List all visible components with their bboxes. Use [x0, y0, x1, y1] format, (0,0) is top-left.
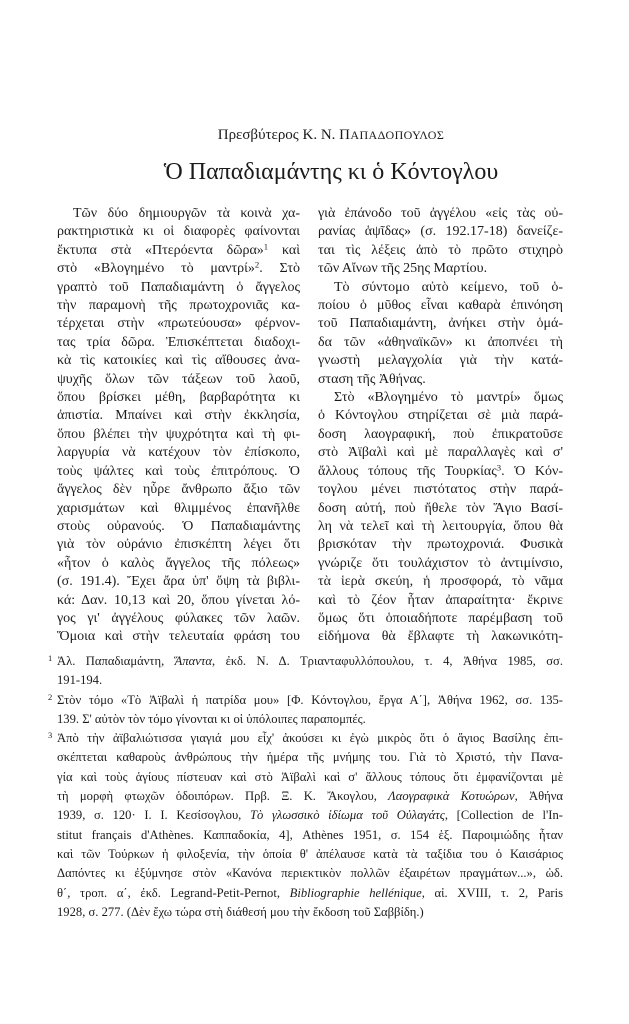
text-line: γνωστὴ μελαγχολία γιὰ τὴν κατά-: [318, 353, 563, 369]
author-line: [33, 126, 629, 144]
text-line: ὁ Κόντογλου στηρίζεται σὲ μιὰ παρά-: [318, 408, 563, 424]
text-line: κὰ τὶς κατοικίες καὶ τὶς αἴθουσες ἀνα-: [57, 353, 300, 369]
text-line: τὴν παραμονὴ τῆς πρωτοχρονιᾶς κα-: [57, 298, 300, 314]
footnote-line: stitut français d'Athènes. Καππαδοκία, 4], Athènes 1951, σ. 154 ἑξ. Παροιμιώδης ἦταν: [57, 827, 563, 842]
footnote-reference: 1: [263, 241, 269, 252]
text-line: [318, 463, 563, 481]
left-column: [57, 205, 300, 647]
text-segment: 1939, σ. 120· Ι. Ι. Κεσίσογλου,: [57, 808, 250, 823]
footnote-line: [57, 806, 563, 825]
text-line: τας τρία δῶρα. Ἐπισκέπτεται διαδοχι-: [57, 334, 300, 350]
text-line: τέρχεται στὴν «πρωτεύουσα» φέρνον-: [57, 316, 300, 332]
footnote-line: [57, 787, 563, 806]
text-segment: , αἰ. XVIII, τ. 2, Paris: [421, 885, 563, 900]
footnote-reference: 2: [254, 259, 260, 270]
footnote-marker: 3: [48, 730, 53, 741]
footnote-marker: 1: [48, 653, 53, 663]
text-line: λη νὰ τελεῖ καὶ τὴ λειτουργία, ὅπου θὰ: [318, 518, 563, 534]
text-line: καὶ τὸ ζέον ἦταν ἀπαραίτητα· ἔκρινε: [318, 592, 563, 608]
text-line: εἰδήμονα θὰ ἔβλαφτε τὴ λακωνικότη-: [318, 629, 563, 645]
author-surname: ΠΑΠΑΔΟΠΟΥΛΟΣ: [339, 127, 445, 143]
footnote-reference: 3: [496, 462, 502, 473]
footnote-line: [57, 884, 563, 903]
text-segment: στὸ «Βλογημένο τὸ μαντρί»: [57, 261, 255, 277]
text-line: τοῦ Παπαδιαμάντη, ἀνήκει στὴν ὁμά-: [318, 316, 563, 332]
text-segment: Ἀλ. Παπαδιαμάντη,: [57, 654, 175, 668]
author-name: Πρεσβύτερος Κ. Ν.: [217, 127, 336, 143]
text-line: τογλου μένει πιστότατος στὴν παρά-: [318, 482, 563, 498]
text-line: ὅπου βρίσκει μέθη, βαρβαρότητα κι: [57, 390, 300, 406]
text-line: ποίου ὁ μῦθος εἶναι καθαρὰ ἐπινόηση: [318, 298, 563, 314]
footnote-line: Ἀπὸ τὴν ἀϊβαλιώτισσα γιαγιά μου εἶχ' ἀκούσει κι ἐγὼ μικρὸς ὅτι ὁ ἅγιος Βασίλης ἐπι-: [57, 731, 563, 746]
footnote-marker: 2: [48, 691, 53, 702]
text-segment: , ἐκδ. Ν. Δ. Τριανταφυλλόπουλου, τ. 4, Ἀθήνα 1985, σσ.: [212, 654, 563, 668]
text-line: λαργυρία νὰ κατέχουν τὸν ἐπίσκοπο,: [57, 445, 300, 461]
text-segment: ἄλλους τόπους τῆς Τουρκίας: [318, 463, 497, 479]
text-line: γιὰ ἐπάνοδο τοῦ ἀγγέλου «εἰς τὰς οὐ-: [318, 206, 563, 221]
text-segment: τὴ μορφὴ φτωχῶν ὁδοιπόρων. Πρβ. Ξ. Κ. Ἄκογλου,: [57, 789, 389, 804]
text-line: ἀπιστία. Μπαίνει καὶ στὴν ἐκκλησία,: [57, 408, 300, 424]
paragraph: [318, 389, 563, 647]
text-line: [57, 260, 300, 278]
footnotes: [48, 652, 563, 922]
footnote-line: 191-194.: [57, 673, 103, 688]
footnote-line: Στὸν τόμο «Τὸ Ἀϊβαλὶ ἡ πατρίδα μου» [Φ. Κόντογλου, ἔργα Α΄], Ἀθήνα 1962, σσ. 135-: [57, 692, 563, 707]
text-line: δοση λαογραφική, ποὺ ἐπικρατοῦσε: [318, 426, 563, 442]
text-segment: καὶ: [268, 242, 300, 258]
footnote-line: Δαπόντες κι ἐξύμνησε στὸν «Κανόνα περιεκτικὸν πολλῶν ἐξαιρέτων πραγμάτων...», ὠδ.: [57, 866, 563, 881]
text-segment: , Ἀθήνα: [514, 789, 563, 804]
text-line: χαρισμάτων καὶ θλιμμένος ἐπανῆλθε: [57, 500, 300, 516]
text-line: γραπτὸ τοῦ Παπαδιαμάντη ὁ ἄγγελος: [57, 279, 300, 295]
text-line: [57, 242, 300, 260]
text-line: σταση τῆς Ἀθήνας.: [318, 371, 426, 387]
text-line: γνώριζε ὅτι τουλάχιστον τὸ ἀντιμίνσιο,: [318, 555, 563, 571]
italic-title: Bibliographie hellénique: [289, 885, 422, 900]
footnote-line: 1928, σ. 277. (Δὲν ἔχω τώρα στὴ διάθεσή μου τὴν ἔκδοση τοῦ Σαββίδη.): [57, 904, 424, 919]
footnote-1: [48, 652, 563, 691]
footnote-line: καὶ τῶν Τούρκων ἡ φιλοξενία, τὴν ὁποία θ' ἀπέλαυσε κατὰ τὰ ταξίδια του ὁ Καισάριος: [57, 846, 563, 861]
text-line: Ὅμοια καὶ στὴν τελευταία φράση του: [57, 629, 300, 645]
text-segment: θ΄, τροπ. α΄, ἐκδ. Legrand-Petit-Pernot,: [57, 885, 290, 900]
article-title: Ὁ Παπαδιαμάντης κι ὁ Κόντογλου: [163, 159, 499, 185]
text-line: ἄγγελος δὲν ηὗρε ἄνθρωπο ἄξιο τῶν: [57, 482, 300, 498]
text-line: γος γι' ἀγγέλους φύλακες τῶν λαῶν.: [57, 610, 300, 626]
text-line: ται τὶς λέξεις ἀπὸ τὸ πρῶτο στιχηρὸ: [318, 242, 563, 258]
right-column: [318, 205, 563, 647]
text-line: ὅμως ὅτι ὁποιαδήποτε παρέμβαση τοῦ: [318, 610, 563, 626]
text-line: ὅπου βλέπει τὴν ψυχρότητα καὶ τὴ φι-: [57, 426, 300, 442]
text-segment: , [Collection de l'In-: [444, 808, 563, 823]
text-segment: ἔκτυπα στὰ «Πτερόεντα δῶρα»: [57, 242, 264, 258]
footnote-text: [57, 652, 563, 691]
text-line: στοὺς οὐρανούς. Ὁ Παπαδιαμάντης: [57, 518, 300, 534]
text-segment: . Στὸ: [259, 261, 300, 277]
text-line: τῶν Αἴνων τῆς 25ης Μαρτίου.: [318, 261, 488, 277]
text-line: γιὰ τὸν οὐράνιο ἐπισκέπτη λέγει ὅτι: [57, 537, 300, 553]
text-line: στὸ Ἀϊβαλὶ καὶ μὲ παραλλαγὲς καὶ σ': [318, 445, 563, 461]
text-line: τοὺς ψάλτες καὶ τοὺς ἐπιτρόπους. Ὁ: [57, 463, 300, 479]
text-line: ψυχῆς ὅλων τῶν τάξεων τοῦ λαοῦ,: [57, 371, 300, 387]
footnote-text: [57, 691, 563, 730]
text-line: «ἦτον ὁ καλὸς ἄγγελος τῆς πόλεως»: [57, 555, 300, 571]
footnote-line: [57, 652, 563, 671]
paragraph: [318, 279, 563, 389]
text-line: κά: Δαν. 10,13 καὶ 20, ὅπου γίνεται λό-: [57, 592, 300, 608]
text-line: (σ. 191.4). Ἔχει ἄρα ὑπ' ὄψη τὰ βιβλι-: [57, 574, 300, 590]
footnote-line: σκέπτεται καθαροὺς ἀνθρώπους τὴν ἡμέρα τῆς μνήμης του. Γιὰ τὸ Χριστό, τὴν Πανα-: [57, 750, 563, 765]
footnote-line: 139. Σ' αὐτὸν τὸν τόμο γίνονται κι οἱ ὑπόλοιπες παραπομπές.: [57, 711, 366, 726]
footnote-3: [48, 729, 563, 922]
footnote-2: [48, 691, 563, 730]
footnote-text: [57, 729, 563, 922]
text-line: δα τῶν «ἀθηναϊκῶν» κι ἀποπνέει τὴ: [318, 334, 563, 350]
italic-title: Ἅπαντα: [174, 654, 212, 668]
text-line: ρακτηριστικὰ κι οἱ διαφορὲς φαίνονται: [57, 224, 300, 240]
text-segment: . Ὁ Κόν-: [501, 463, 563, 479]
text-line: τὰ ἱερὰ σκεύη, ἡ προσφορά, τὸ νᾶμα: [318, 574, 563, 590]
italic-title: Τὸ γλωσσικὸ ἰδίωμα τοῦ Οὐλαγάτς: [249, 808, 445, 823]
text-line: Στὸ «Βλογημένο τὸ μαντρί» ὅμως: [334, 390, 563, 406]
text-line: δοση αὐτή, ποὺ ἤθελε τὸν Ἅγιο Βασί-: [318, 500, 563, 516]
paragraph: [318, 205, 563, 279]
text-line: ρανίας ἁψῖδας» (σ. 192.17-18) δανείζε-: [318, 224, 563, 240]
paragraph: [57, 205, 300, 647]
text-line: Τὸ σύντομο αὐτὸ κείμενο, τοῦ ὁ-: [334, 279, 563, 295]
text-line: Τῶν δύο δημιουργῶν τὰ κοινὰ χα-: [73, 206, 300, 221]
footnote-line: γία καὶ τοὺς ἁγίους πίστευαν καὶ στὸ Ἀϊβαλὶ καὶ σ' ἄλλους τόπους ὅτι ἐμφανίζονται μὲ: [57, 769, 563, 784]
text-line: βρισκόταν τὴν πρωτοχρονιά. Φυσικὰ: [318, 537, 563, 553]
italic-title: Λαογραφικὰ Κοτυώρων: [388, 789, 515, 804]
